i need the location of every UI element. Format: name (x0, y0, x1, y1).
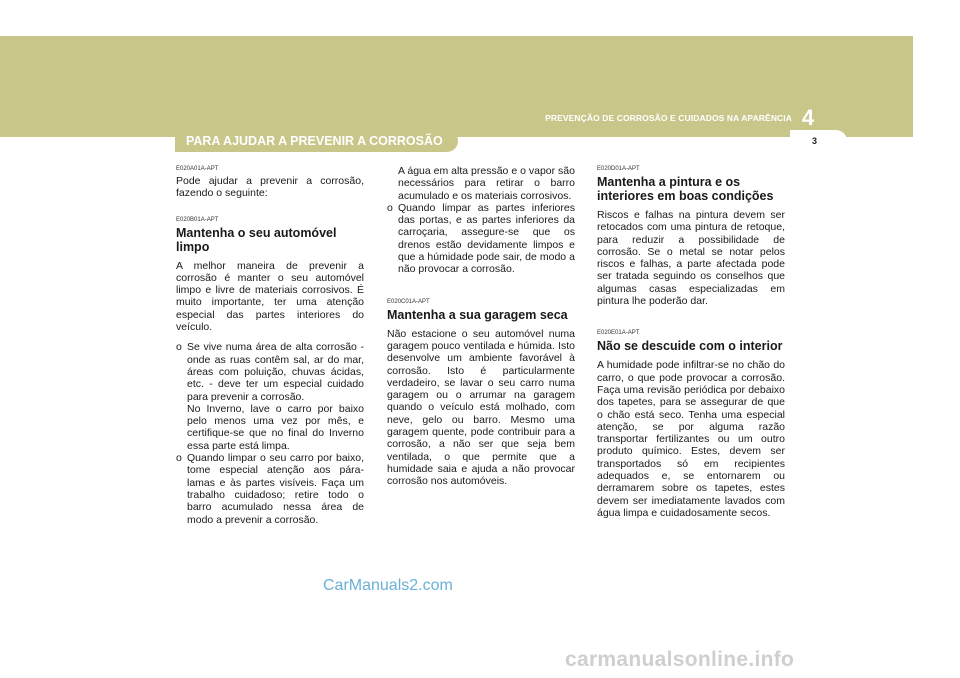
heading-garage-dry: Mantenha a sua garagem seca (387, 307, 568, 322)
column-1 (176, 165, 364, 526)
chapter-title: PREVENÇÃO DE CORROSÃO E CUIDADOS NA APARÊNCIA (545, 113, 792, 123)
bullet-text: Se vive numa área de alta corrosão - onde as ruas contêm sal, ar do mar, áreas com poluição, chuvas ácidas, etc. - deve ter um especial cuidado para prevenir a corrosão. (187, 341, 364, 403)
section-code: E020E01A-APT (597, 330, 640, 337)
bullet-item (176, 341, 364, 402)
section-code: E020A01A-APT (176, 166, 219, 172)
section-title: PARA AJUDAR A PREVENIR A CORROSÃO (186, 134, 443, 148)
watermark-left: CarManuals2.com (323, 577, 453, 594)
heading-interior: Não se descuide com o interior (597, 339, 783, 354)
heading-paint-interior: Mantenha a pintura e os interiores em boas condições (597, 175, 774, 203)
page-number-pill (790, 130, 847, 152)
bullet-mark: o (176, 452, 182, 465)
bullet-item (387, 202, 575, 276)
paragraph-keep-clean: A melhor maneira de prevenir a corrosão é manter o seu automóvel limpo e livre de materiais corrosivos. É muito importante, ter uma atenção especial das partes interiores do veículo. (176, 259, 364, 334)
section-code: E020D01A-APT (597, 166, 640, 172)
bullet-continuation: No Inverno, lave o carro por baixo pelo menos uma vez por mês, e certifique-se que no final do Inverno essa parte está limpa. (187, 402, 364, 452)
section-code: E020C01A-APT (387, 298, 430, 305)
chapter-number: 4 (801, 105, 815, 130)
paragraph-garage-dry: Não estacione o seu automóvel numa garagem pouco ventilada e húmida. Isto desenvolve um ambiente favorável à corrosão. Isto é particularmente verdadeiro, se lavar o seu carro numa garagem ou o arrumar na garagem quando o veículo está molhado, com neve, gelo ou barro. Mesmo uma garagem quente, pode contribuir para a corrosão, a não ser que seja bem ventilada, o que permite que a humidade saia e ajuda a não provocar corrosão nos automóveis. (387, 327, 575, 488)
heading-keep-clean: Mantenha o seu automóvel limpo (176, 225, 337, 254)
watermark-right: carmanualsonline.info (565, 648, 795, 671)
bullet-mark: o (176, 341, 182, 354)
paragraph-interior: A humidade pode infiltrar-se no chão do carro, o que pode provocar a corrosão. Faça uma revisão periódica por debaixo dos tapetes, para se assegurar de que o chão está seco. Tenha uma especial atenção, se por alguma razão transportar fertilizantes ou um outro produto químico. Estes, devem ser transportados só em recipientes adequados e, se entornarem ou derramarem sobre os tapetes, estes devem ser imediatamente lavados com água limpa e cuidadosamente secos. (597, 359, 785, 519)
section-code: E020B01A-APT (176, 216, 219, 223)
column-3 (597, 165, 785, 519)
paragraph-paint-interior: Riscos e falhas na pintura devem ser retocados com uma pintura de retoque, para reduzir a possibilidade de corrosão. Se o metal se notar pelos riscos e falhas, a parte afectada pode ser tratada seguindo os conselhos que algumas casas especializadas em pintura lhe poderão dar. (597, 209, 785, 308)
column-2 (387, 165, 575, 488)
bullet-text: Quando limpar o seu carro por baixo, tome especial atenção aos pára-lamas e às partes visíveis. Faça um trabalho cuidadoso; retire todo o barro acumulado nessa área de modo a prevenir a corrosão. (187, 452, 364, 526)
intro-paragraph: Pode ajudar a prevenir a corrosão, fazendo o seguinte: (176, 175, 364, 200)
bullet-continuation: A água em alta pressão e o vapor são necessários para retirar o barro acumulado e os materiais corrosivos. (398, 165, 575, 202)
bullet-item (176, 452, 364, 526)
bullet-text: Quando limpar as partes inferiores das portas, e as partes inferiores da carroçaria, assegure-se que os drenos estão devidamente limpos e que a húmidade pode sair, de modo a não provocar a corrosão. (398, 201, 575, 276)
bullet-mark: o (387, 201, 393, 214)
page-number: 3 (812, 136, 818, 146)
